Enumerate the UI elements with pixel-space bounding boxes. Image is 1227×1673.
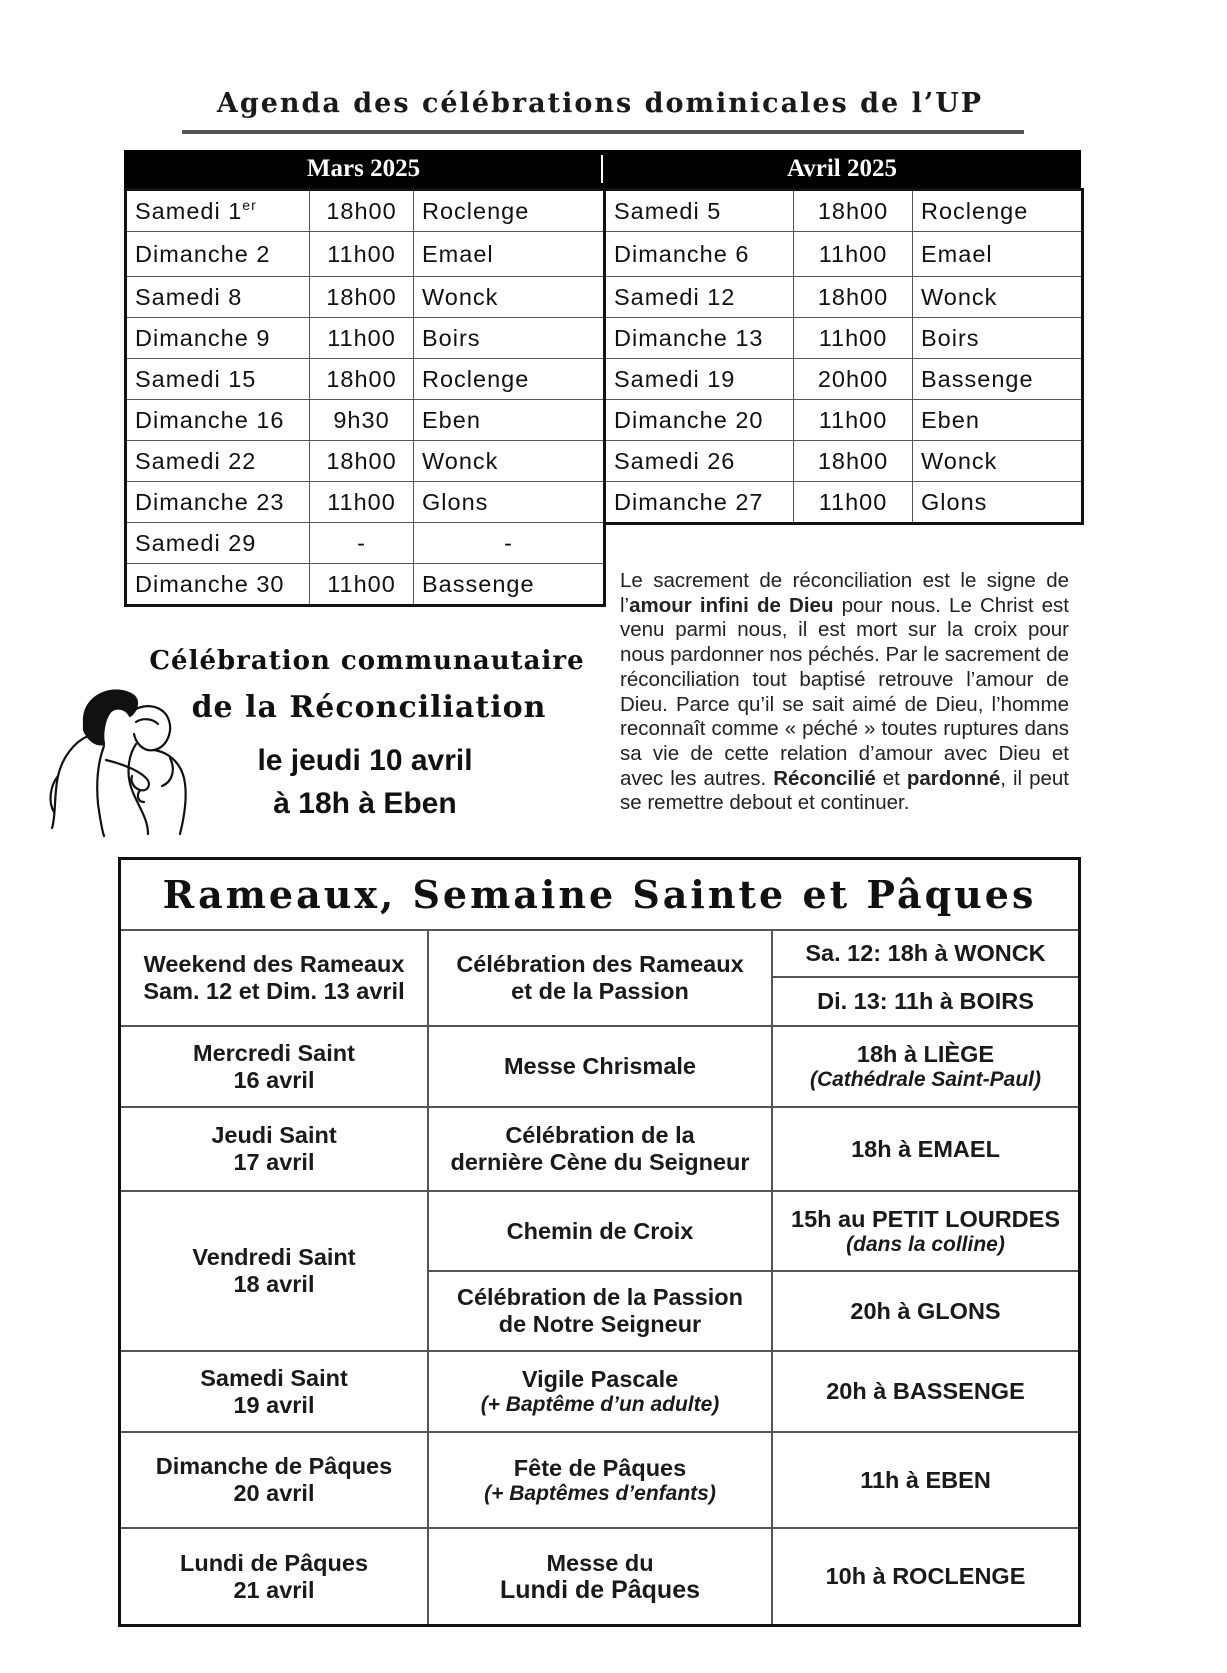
table-row	[605, 277, 1083, 318]
rameaux-when-sun: Di. 13: 11h à BOIRS	[817, 988, 1034, 1014]
place-cell: Bassenge	[913, 359, 1083, 400]
table-row	[126, 523, 605, 564]
day-line: Vendredi Saint	[192, 1244, 356, 1270]
day-cell: Dimanche 9	[126, 318, 310, 359]
reconciliation-paragraph	[620, 569, 1069, 816]
time-cell: 11h00	[310, 318, 414, 359]
time-cell: 11h00	[794, 318, 913, 359]
time-cell: 20h00	[794, 359, 913, 400]
day-cell: Dimanche 23	[126, 482, 310, 523]
event-line: Lundi de Pâques	[499, 1575, 701, 1604]
vendredi-when2-cell: 20h à GLONS	[850, 1297, 1001, 1324]
event-line: Messe du	[546, 1549, 654, 1576]
mars-header: Mars 2025	[124, 150, 603, 188]
samedi-day-cell	[121, 1352, 427, 1431]
place-cell: Roclenge	[913, 190, 1083, 232]
vendredi-day-cell	[121, 1192, 427, 1350]
table-row	[605, 232, 1083, 277]
day-line: 16 avril	[233, 1066, 315, 1093]
day-cell: Samedi 26	[605, 441, 794, 482]
place-cell: -	[414, 523, 605, 564]
table-row	[605, 482, 1083, 524]
reconciliation-title-line1: Célébration communautaire	[149, 646, 585, 676]
day-line: Dimanche de Pâques	[155, 1453, 393, 1479]
place-cell: Eben	[913, 400, 1083, 441]
table-row	[126, 564, 605, 606]
time-cell: 18h00	[310, 277, 414, 318]
ordinal-suffix: er	[242, 196, 257, 213]
rameaux-event-cell	[429, 931, 771, 1025]
day-cell: Samedi 22	[126, 441, 310, 482]
table-row	[126, 190, 605, 232]
place-cell: Glons	[414, 482, 605, 523]
table-row	[605, 318, 1083, 359]
day-cell: Dimanche 20	[605, 400, 794, 441]
lundi-when-cell: 10h à ROCLENGE	[825, 1563, 1026, 1589]
day-line: Sam. 12 et Dim. 13 avril	[143, 978, 405, 1004]
lundi-event-cell	[429, 1529, 771, 1624]
day-cell: Dimanche 30	[126, 564, 310, 606]
place-cell: Wonck	[414, 441, 605, 482]
place-cell: Bassenge	[414, 564, 605, 606]
jeudi-day-cell	[121, 1108, 427, 1190]
rameaux-when-sat: Sa. 12: 18h à WONCK	[805, 940, 1046, 966]
reconciliation-title-line2: de la Réconciliation	[191, 690, 547, 725]
time-cell: 18h00	[794, 190, 913, 232]
place-cell: Wonck	[913, 441, 1083, 482]
mercredi-day-cell	[121, 1027, 427, 1106]
place-cell: Roclenge	[414, 190, 605, 232]
place-cell: Glons	[913, 482, 1083, 524]
table-row	[126, 482, 605, 523]
holy-week-title: Rameaux, Semaine Sainte et Pâques	[162, 872, 1037, 917]
when-note: (Cathédrale Saint-Paul)	[809, 1068, 1042, 1091]
day-line: 18 avril	[233, 1271, 315, 1297]
table-row	[126, 400, 605, 441]
table-row	[605, 441, 1083, 482]
vendredi-event1-cell: Chemin de Croix	[506, 1217, 694, 1244]
mars-schedule-table	[124, 188, 606, 607]
time-cell: 9h30	[310, 400, 414, 441]
text-segment: , il peut se remettre debout et continuer.	[620, 766, 1069, 815]
table-row	[126, 318, 605, 359]
header-divider	[601, 155, 603, 183]
reconciliation-place: à 18h à Eben	[273, 787, 457, 820]
place-cell: Wonck	[913, 277, 1083, 318]
jeudi-event-cell	[429, 1108, 771, 1190]
avril-schedule-table	[603, 188, 1084, 525]
table-row	[126, 232, 605, 277]
table-row	[126, 277, 605, 318]
place-cell: Wonck	[414, 277, 605, 318]
reconciliation-date: le jeudi 10 avril	[257, 744, 473, 777]
day-line: 19 avril	[233, 1391, 315, 1418]
title-underline	[182, 130, 1024, 134]
day-label: Samedi 1	[135, 197, 243, 224]
day-cell: Samedi 8	[126, 277, 310, 318]
time-cell: 18h00	[310, 359, 414, 400]
day-cell: Dimanche 27	[605, 482, 794, 524]
day-line: Mercredi Saint	[193, 1039, 355, 1066]
time-cell: 18h00	[310, 441, 414, 482]
event-line: Célébration de la Passion	[456, 1284, 743, 1310]
mercredi-event-cell: Messe Chrismale	[503, 1053, 697, 1079]
vendredi-event2-cell	[429, 1272, 771, 1350]
text-segment: et	[875, 766, 907, 790]
table-row	[605, 359, 1083, 400]
event-line: Vigile Pascale	[521, 1366, 679, 1392]
table-row	[126, 359, 605, 400]
event-line: dernière Cène du Seigneur	[450, 1149, 750, 1175]
avril-header: Avril 2025	[603, 150, 1081, 188]
jeudi-when-cell: 18h à EMAEL	[851, 1135, 1000, 1162]
when-line: 18h à LIÈGE	[856, 1041, 995, 1067]
day-cell: Samedi 15	[126, 359, 310, 400]
day-cell: Samedi 19	[605, 359, 794, 400]
time-cell: 11h00	[794, 232, 913, 277]
time-cell: 18h00	[310, 190, 414, 232]
day-line: Samedi Saint	[200, 1364, 348, 1391]
day-cell: Dimanche 2	[126, 232, 310, 277]
time-cell: 11h00	[310, 482, 414, 523]
event-note: (+ Baptême d’un adulte)	[480, 1393, 720, 1416]
dimanche-day-cell	[121, 1433, 427, 1527]
vendredi-when1-cell	[773, 1192, 1078, 1270]
place-cell: Eben	[414, 400, 605, 441]
place-cell: Boirs	[913, 318, 1083, 359]
day-cell	[126, 190, 310, 232]
dimanche-event-cell	[429, 1433, 771, 1527]
day-line: 20 avril	[233, 1480, 315, 1506]
event-line: Fête de Pâques	[513, 1454, 687, 1481]
place-cell: Emael	[414, 232, 605, 277]
lundi-day-cell	[121, 1529, 427, 1624]
day-cell: Samedi 5	[605, 190, 794, 232]
mercredi-when-cell	[773, 1027, 1078, 1106]
bold-segment: amour infini de Dieu	[629, 593, 834, 617]
place-cell: Emael	[913, 232, 1083, 277]
day-cell: Dimanche 13	[605, 318, 794, 359]
samedi-event-cell	[429, 1352, 771, 1431]
day-cell: Samedi 12	[605, 277, 794, 318]
bold-segment: Réconcilié	[773, 766, 876, 790]
table-row	[605, 400, 1083, 441]
day-line: Jeudi Saint	[211, 1122, 337, 1148]
place-cell: Boirs	[414, 318, 605, 359]
time-cell: 18h00	[794, 441, 913, 482]
event-line: Célébration de la	[505, 1122, 695, 1148]
event-line: de Notre Seigneur	[498, 1311, 702, 1337]
time-cell: -	[310, 523, 414, 564]
time-cell: 18h00	[794, 277, 913, 318]
time-cell: 11h00	[794, 400, 913, 441]
day-cell: Samedi 29	[126, 523, 310, 564]
day-line: Lundi de Pâques	[179, 1549, 369, 1576]
place-cell: Roclenge	[414, 359, 605, 400]
day-cell: Dimanche 16	[126, 400, 310, 441]
agenda-title: Agenda des célébrations dominicales de l’UP	[216, 88, 984, 119]
day-line: Weekend des Rameaux	[143, 951, 405, 977]
text-segment: pour nous. Le Christ est venu parmi nous, il est mort sur la croix pour nous pardonner nos péchés. Par le sacrement de réconciliation tout baptisé retrouve l’amour de Dieu. Parce qu’il se sait aimé de Dieu, l’homme reconnaît comme « péché » toutes ruptures dans sa vie de cette relation d’amour avec Dieu et avec les autres.	[620, 593, 1069, 790]
event-line: et de la Passion	[511, 978, 689, 1004]
table-row	[605, 190, 1083, 232]
when-line: 15h au PETIT LOURDES	[791, 1205, 1060, 1232]
time-cell: 11h00	[310, 232, 414, 277]
bold-segment: pardonné	[906, 766, 1001, 790]
time-cell: 11h00	[310, 564, 414, 606]
text-segment: Le sacrement de réconciliation est le signe de l’	[620, 569, 1069, 617]
event-line: Célébration des Rameaux	[456, 951, 744, 977]
samedi-when-cell: 20h à BASSENGE	[826, 1378, 1025, 1404]
rameaux-day-cell	[121, 931, 427, 1025]
day-cell: Dimanche 6	[605, 232, 794, 277]
table-row	[126, 441, 605, 482]
time-cell: 11h00	[794, 482, 913, 524]
when-note: (dans la colline)	[846, 1232, 1005, 1256]
dimanche-when-cell: 11h à EBEN	[860, 1466, 991, 1493]
event-note: (+ Baptêmes d’enfants)	[484, 1481, 716, 1505]
day-line: 17 avril	[233, 1149, 315, 1175]
day-line: 21 avril	[233, 1576, 315, 1603]
